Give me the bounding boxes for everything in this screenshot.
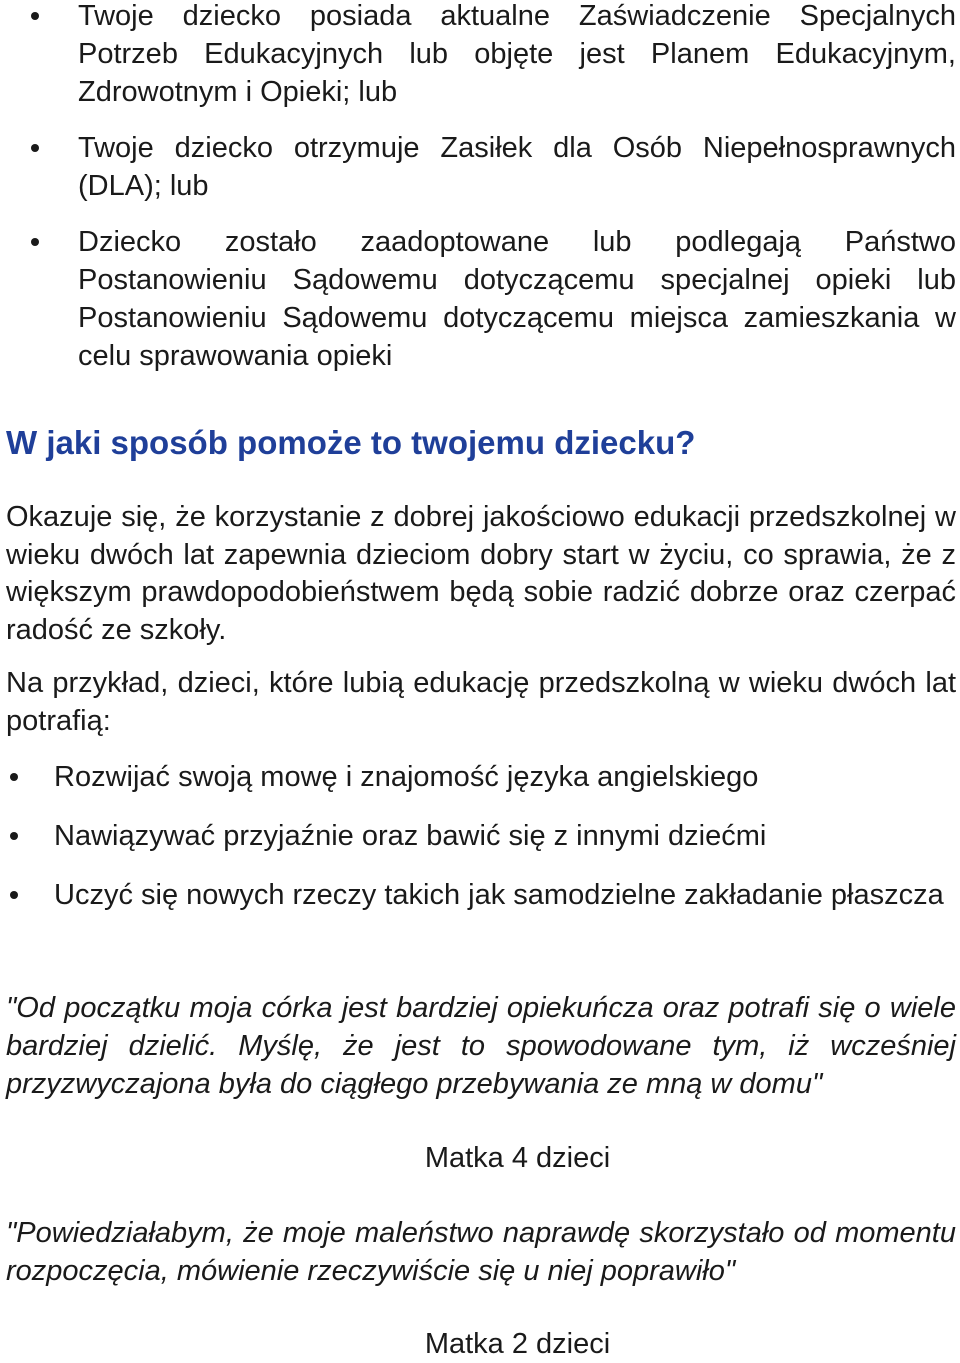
skill-text: Uczyć się nowych rzeczy takich jak samodzielne zakładanie płaszcza [54, 879, 944, 911]
intro-paragraph: Okazuje się, że korzystanie z dobrej jakościowo edukacji przedszkolnej w wieku dwóch lat zapewnia dzieciom dobry start w życiu, co sprawia, że z większym prawdopodobieństwem będą sobie radzić dobrze oraz czerpać radość ze szkoły. [6, 501, 956, 646]
bullet-icon [31, 12, 39, 20]
eligibility-criteria-list [0, 0, 956, 393]
testimonial-author: Matka 4 dzieci [424, 1142, 611, 1174]
skills-list [0, 758, 956, 935]
bullet-icon [10, 832, 18, 840]
example-paragraph: Na przykład, dzieci, które lubią edukację przedszkolną w wieku dwóch lat potrafią: [6, 667, 956, 737]
bullet-icon [10, 773, 18, 781]
skill-list-item [0, 758, 956, 796]
bullet-icon [31, 238, 39, 246]
bullet-icon [31, 144, 39, 152]
skill-text: Rozwijać swoją mowę i znajomość języka angielskiego [54, 761, 759, 793]
criteria-list-item [0, 129, 956, 205]
criteria-text: Twoje dziecko posiada aktualne Zaświadczenie Specjalnych Potrzeb Edukacyjnych lub objęte jest Planem Edukacyjnym, Zdrowotnym i Opieki; lub [78, 0, 956, 108]
criteria-list-item [0, 0, 956, 111]
section-heading: W jaki sposób pomoże to twojemu dziecku? [6, 424, 696, 461]
bullet-icon [10, 891, 18, 899]
criteria-text: Dziecko zostało zaadoptowane lub podlegają Państwo Postanowieniu Sądowemu dotyczącemu specjalnej opieki lub Postanowieniu Sądowemu dotyczącemu miejsca zamieszkania w celu sprawowania opieki [78, 226, 956, 372]
skill-list-item [0, 876, 956, 914]
criteria-list-item [0, 223, 956, 375]
testimonial-quote: "Powiedziałabym, że moje maleństwo naprawdę skorzystało od momentu rozpoczęcia, mówienie rzeczywiście się u niej poprawiło" [6, 1217, 956, 1287]
testimonial-quote: "Od początku moja córka jest bardziej opiekuńcza oraz potrafi się o wiele bardziej dzielić. Myślę, że jest to spowodowane tym, iż wcześniej przyzwyczajona była do ciągłego przebywania ze mną w domu" [6, 992, 956, 1100]
criteria-text: Twoje dziecko otrzymuje Zasiłek dla Osób Niepełnosprawnych (DLA); lub [78, 132, 956, 202]
skill-text: Nawiązywać przyjaźnie oraz bawić się z innymi dziećmi [54, 820, 767, 852]
testimonial-author: Matka 2 dzieci [424, 1328, 611, 1360]
skill-list-item [0, 817, 956, 855]
